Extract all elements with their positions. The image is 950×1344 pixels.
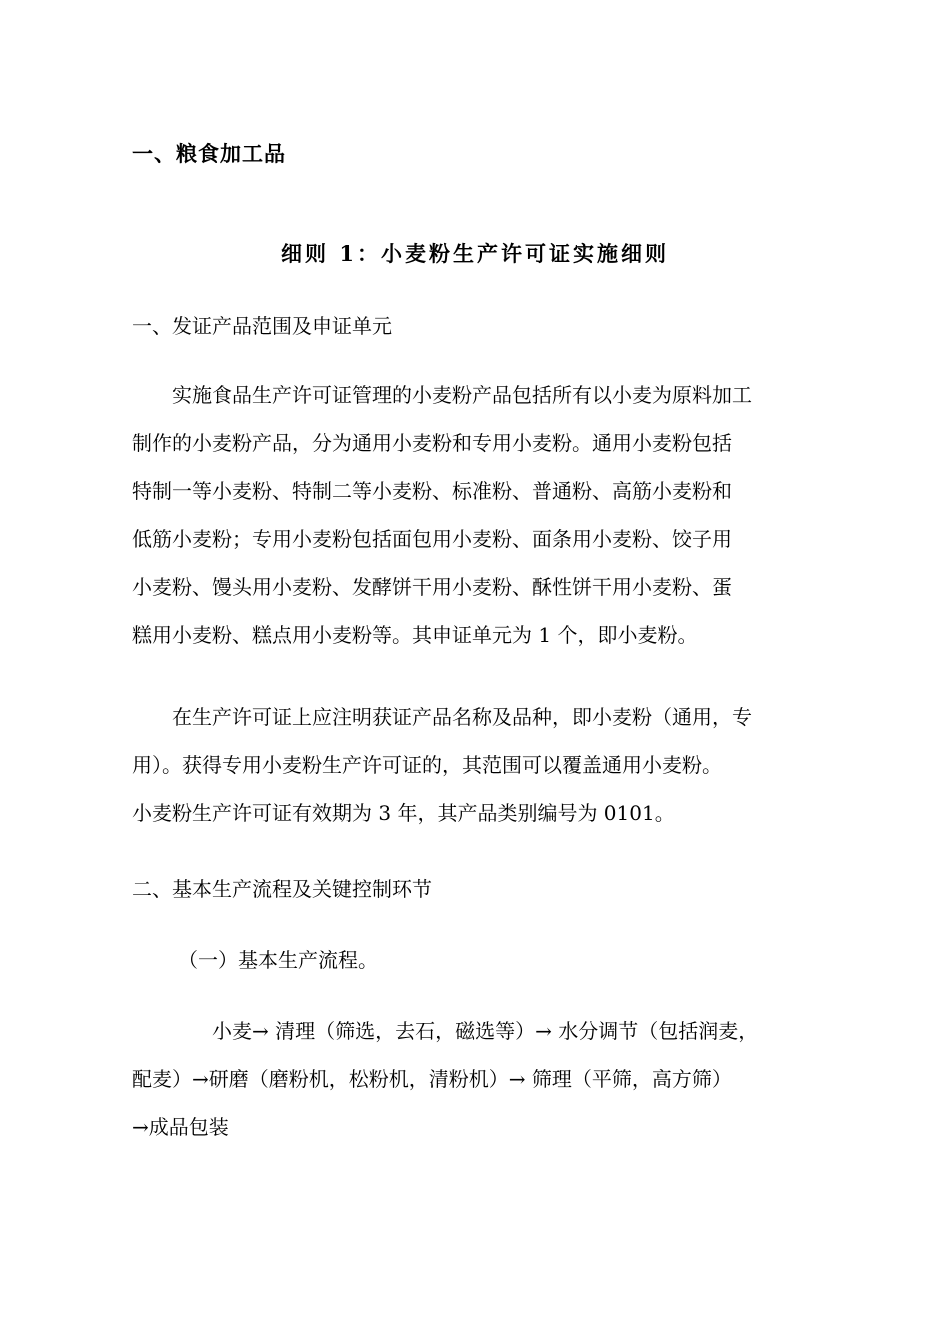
paragraph-line: 特制一等小麦粉、特制二等小麦粉、标准粉、普通粉、高筋小麦粉和 xyxy=(132,479,732,503)
paragraph-line: 实施食品生产许可证管理的小麦粉产品包括所有以小麦为原料加工 xyxy=(132,383,752,407)
paragraph-line: 小麦粉生产许可证有效期为 3 年，其产品类别编号为 0101。 xyxy=(132,801,675,825)
paragraph-line: →成品包装 xyxy=(132,1115,229,1139)
paragraph-line: 在生产许可证上应注明获证产品名称及品种，即小麦粉（通用，专 xyxy=(132,705,752,729)
paragraph-line: 制作的小麦粉产品，分为通用小麦粉和专用小麦粉。通用小麦粉包括 xyxy=(132,431,732,455)
paragraph-line: 小麦→ 清理（筛选，去石，磁选等）→ 水分调节（包括润麦， xyxy=(132,1019,759,1043)
paragraph-license-note xyxy=(132,693,822,837)
document-title: 细则 1：小麦粉生产许可证实施细则 xyxy=(281,241,669,266)
section-title: 一、粮食加工品 xyxy=(132,141,286,166)
heading-scope: 一、发证产品范围及申证单元 xyxy=(132,314,392,338)
paragraph-line: 用）。获得专用小麦粉生产许可证的，其范围可以覆盖通用小麦粉。 xyxy=(132,753,722,777)
paragraph-line: 配麦）→研磨（磨粉机，松粉机，清粉机）→ 筛理（平筛，高方筛） xyxy=(132,1067,732,1091)
paragraph-line: 小麦粉、馒头用小麦粉、发酵饼干用小麦粉、酥性饼干用小麦粉、蛋 xyxy=(132,575,732,599)
sub-heading-basic-flow: （一）基本生产流程。 xyxy=(178,948,378,972)
heading-production-flow: 二、基本生产流程及关键控制环节 xyxy=(132,877,432,901)
paragraph-line: 糕用小麦粉、糕点用小麦粉等。其申证单元为 1 个，即小麦粉。 xyxy=(132,623,698,647)
paragraph-flow-steps xyxy=(132,1007,822,1151)
paragraph-product-scope xyxy=(132,371,822,659)
paragraph-line: 低筋小麦粉；专用小麦粉包括面包用小麦粉、面条用小麦粉、饺子用 xyxy=(132,527,732,551)
